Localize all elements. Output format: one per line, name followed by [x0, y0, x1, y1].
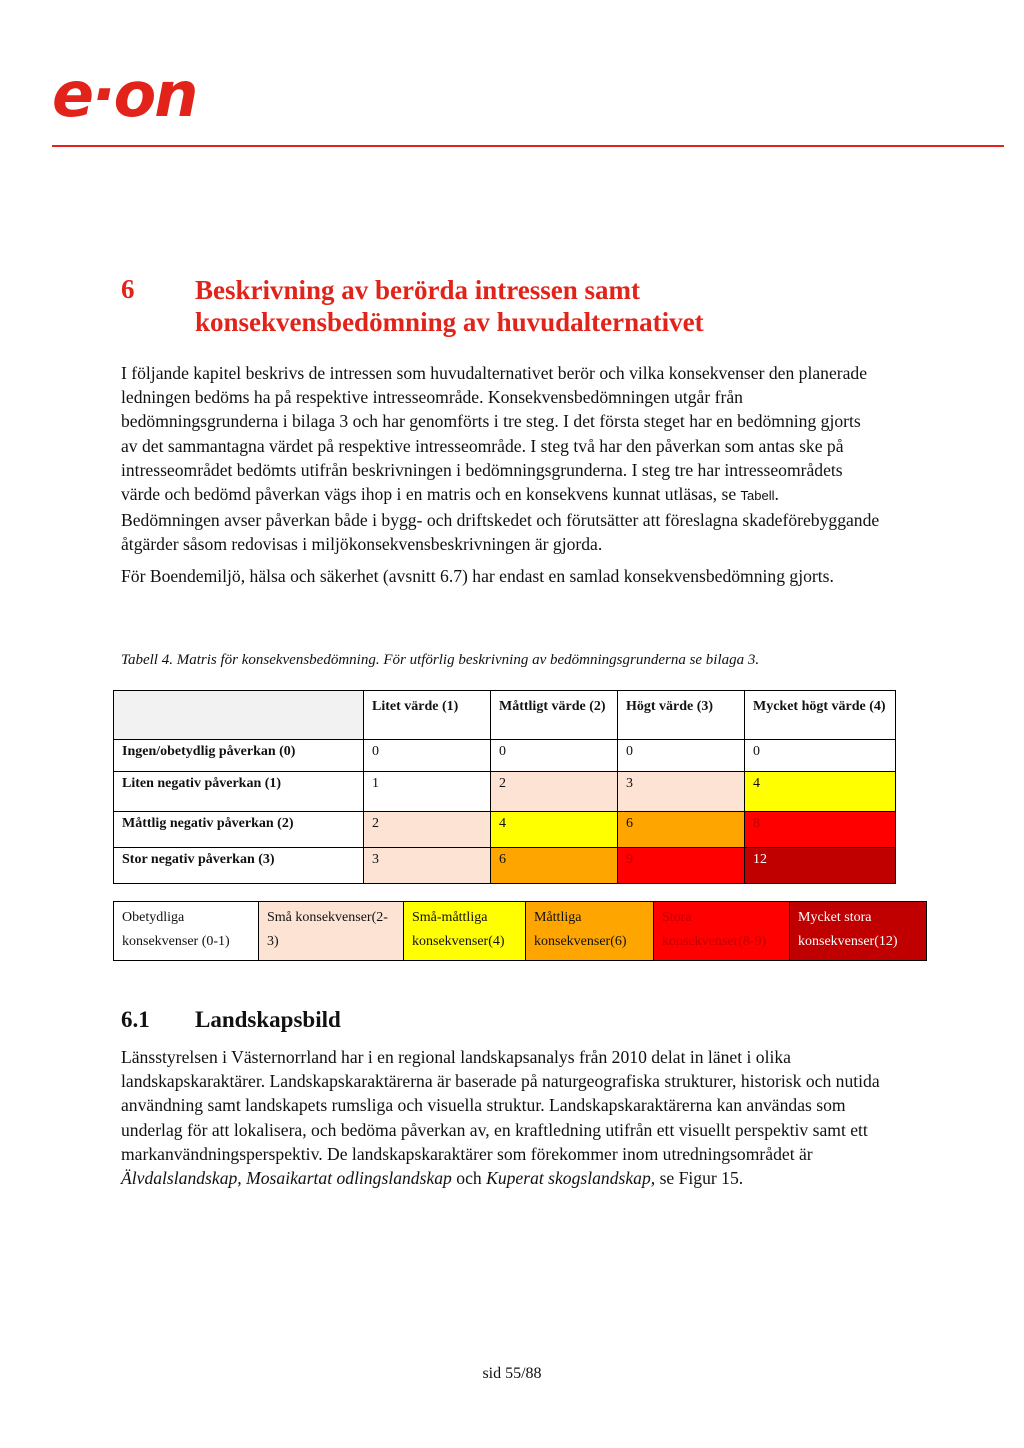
legend-item: Måttliga konsekvenser(6) — [526, 902, 654, 961]
matrix-col-header: Högt värde (3) — [618, 691, 745, 740]
legend-item: Små konsekvenser(2-3) — [259, 902, 404, 961]
landscape-text-and: och — [456, 1168, 482, 1189]
matrix-col-header: Mycket högt värde (4) — [745, 691, 896, 740]
subsection-title: Landskapsbild — [195, 1007, 341, 1032]
matrix-cell: 3 — [618, 772, 745, 812]
matrix-cell: 12 — [745, 848, 896, 884]
section-number: 6 — [121, 274, 135, 304]
legend-row — [114, 902, 927, 961]
legend-item: Mycket stora konsekvenser(12) — [790, 902, 927, 961]
legend-item: Små-måttliga konsekvenser(4) — [404, 902, 526, 961]
matrix-cell: 6 — [618, 812, 745, 848]
subsection-number: 6.1 — [121, 1007, 150, 1032]
matrix-cell: 0 — [745, 740, 896, 772]
matrix-row-label: Stor negativ påverkan (3) — [114, 848, 364, 884]
matrix-cell: 0 — [618, 740, 745, 772]
consequence-matrix — [113, 690, 896, 884]
eon-logo — [50, 66, 260, 126]
landscape-figure-ref: se Figur 15. — [659, 1168, 744, 1189]
logo-text: e·on — [52, 66, 197, 126]
header-rule — [52, 145, 1004, 147]
intro-text: I följande kapitel beskrivs de intressen som huvudalternativet berör och vilka konsekvenser den planerade ledningen bedöms ha på respektive intresseområde. Konsekvensbedömningen utgår från bedömningsgrunderna i bilaga 3 och har genomförts i tre steg. I det första steget har en bedömning gjorts av det sammantagna värdet på respektive intresseområde. I steg två har den påverkan som antas ske på intresseområdet bedömts utifrån beskrivningen i bedömningsgrunderna. I steg tre har intresseområdets värde och bedömd påverkan vägs ihop i en matris och en konsekvens kunnat utläsas, se — [121, 363, 868, 505]
matrix-col-header: Litet värde (1) — [364, 691, 491, 740]
legend-item: Obetydliga konsekvenser (0-1) — [114, 902, 259, 961]
landscape-text: Länsstyrelsen i Västernorrland har i en regional landskapsanalys från 2010 delat in länet i olika landskapskaraktärer. Landskapskaraktärerna är baserade på naturgeografiska strukturer, historisk och nutida användning samt landskapets rumsliga och visuella struktur. Landskapskaraktärerna kan användas som underlag för att lokalisera, och bedöma påverkan av, en kraftledning utifrån ett visuellt perspektiv samt ett markanvändningsperspektiv. De landskapskaraktärer som förekommer inom utredningsområdet är — [121, 1047, 880, 1164]
matrix-cell: 4 — [745, 772, 896, 812]
table-reference-link[interactable]: Tabell — [740, 488, 775, 504]
intro-paragraph — [121, 361, 881, 557]
consequence-legend — [113, 901, 927, 961]
matrix-cell: 8 — [745, 812, 896, 848]
matrix-cell: 9 — [618, 848, 745, 884]
matrix-cell: 2 — [491, 772, 618, 812]
intro-paragraph-2: För Boendemiljö, hälsa och säkerhet (avsnitt 6.7) har endast en samlad konsekvensbedömning gjorts. — [121, 566, 834, 586]
matrix-row — [114, 740, 896, 772]
landscape-emphasis-2: Kuperat skogslandskap, — [486, 1168, 656, 1189]
landscape-emphasis-1: Älvdalslandskap, Mosaikartat odlingslandskap — [121, 1168, 452, 1189]
landscape-paragraph — [121, 1045, 881, 1190]
matrix-cell: 2 — [364, 812, 491, 848]
matrix-cell: 0 — [491, 740, 618, 772]
matrix-cell: 3 — [364, 848, 491, 884]
page-number: sid 55/88 — [482, 1365, 542, 1382]
matrix-row-label: Måttlig negativ påverkan (2) — [114, 812, 364, 848]
matrix-col-header: Måttligt värde (2) — [491, 691, 618, 740]
matrix-row — [114, 848, 896, 884]
matrix-corner — [114, 691, 364, 740]
matrix-cell: 4 — [491, 812, 618, 848]
intro-text-after: . Bedömningen avser påverkan både i bygg- och driftskedet och förutsätter att föreslagna skadeförebyggande åtgärder såsom redovisas i miljökonsekvensbeskrivningen är gjorda. — [121, 484, 880, 555]
matrix-cell: 1 — [364, 772, 491, 812]
matrix-row-label: Ingen/obetydlig påverkan (0) — [114, 740, 364, 772]
legend-item: Stora konsekvenser(8-9) — [654, 902, 790, 961]
matrix-cell: 0 — [364, 740, 491, 772]
matrix-header-row — [114, 691, 896, 740]
matrix-cell: 6 — [491, 848, 618, 884]
section-title: Beskrivning av berörda intressen samt konsekvensbedömning av huvudalternativet — [195, 275, 704, 337]
matrix-row-label: Liten negativ påverkan (1) — [114, 772, 364, 812]
table-caption: Tabell 4. Matris för konsekvensbedömning. För utförlig beskrivning av bedömningsgrunderna se bilaga 3. — [121, 652, 760, 668]
matrix-row — [114, 812, 896, 848]
matrix-row — [114, 772, 896, 812]
